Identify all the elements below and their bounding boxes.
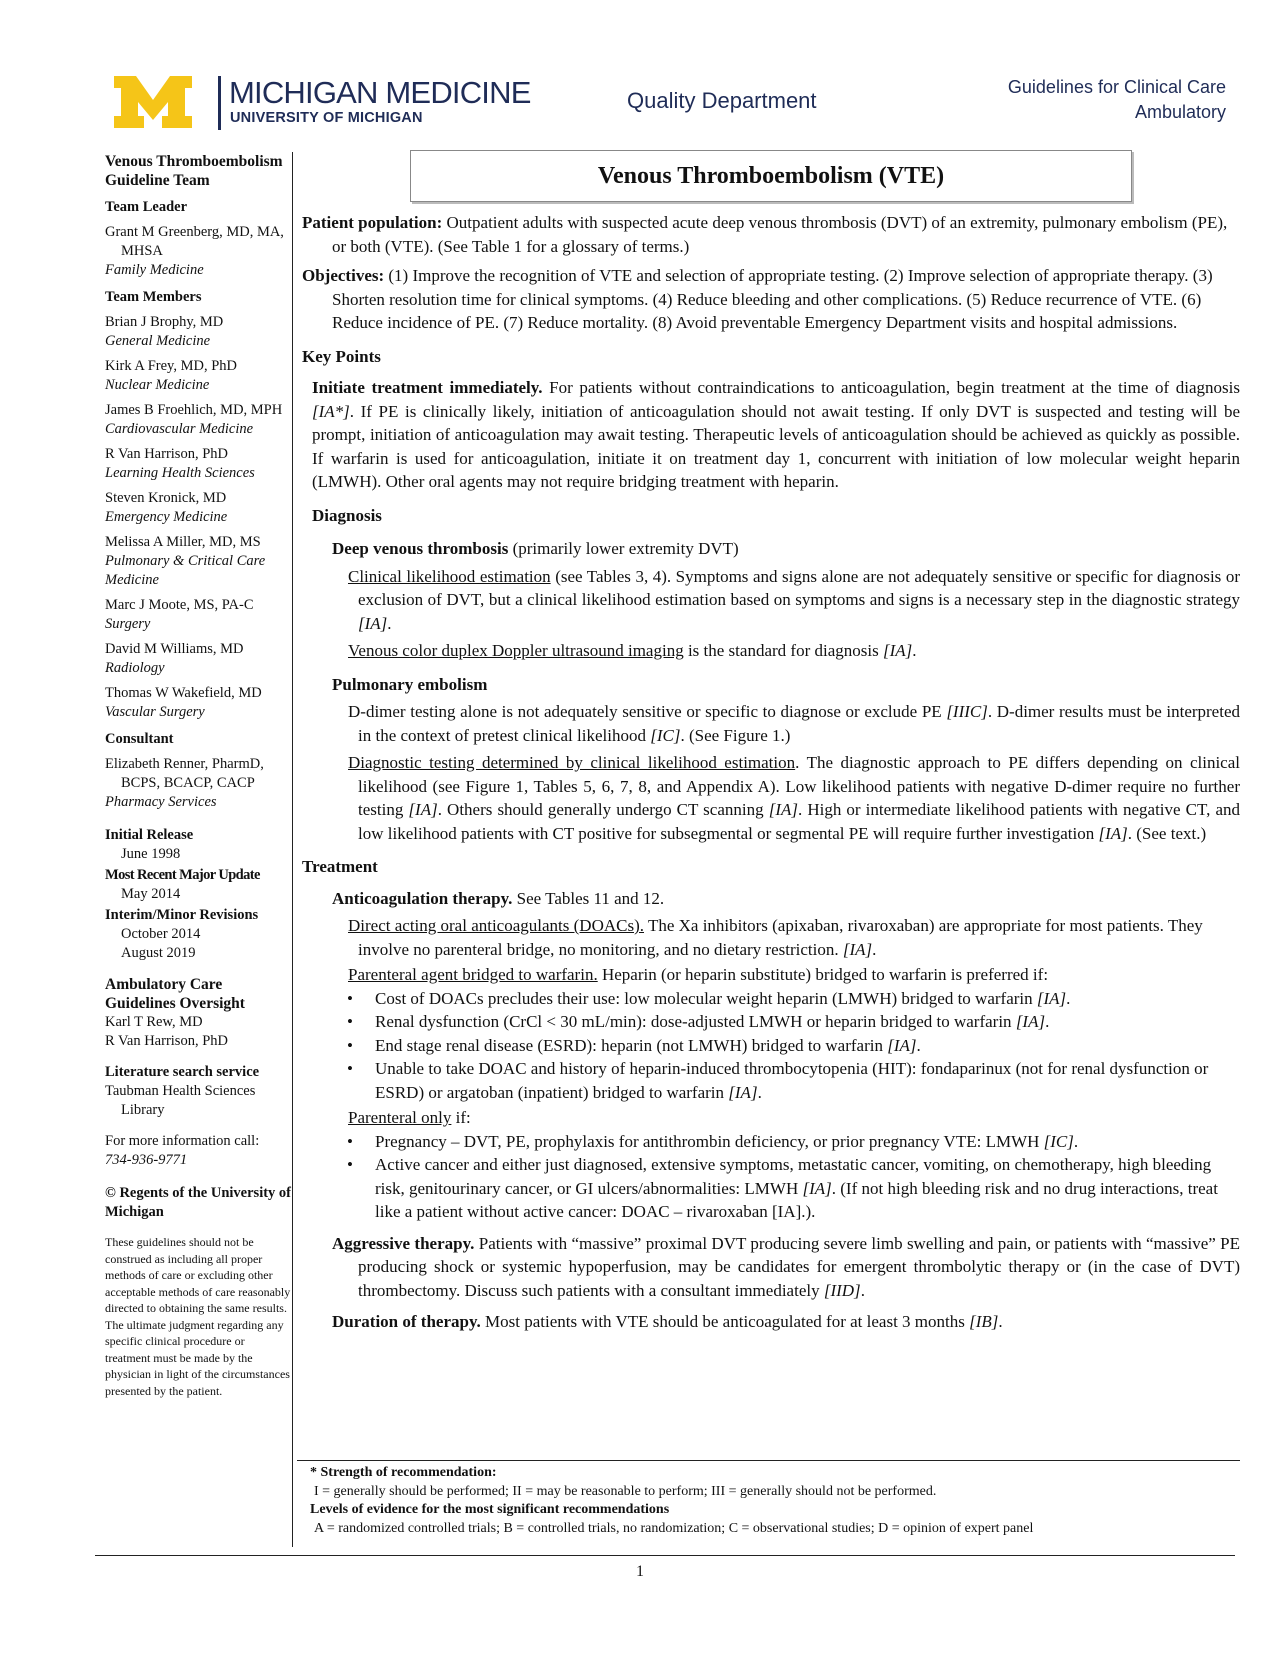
- us-text: is the standard for diagnosis: [683, 641, 883, 660]
- dvt-heading: [302, 537, 1240, 561]
- evidence-ref: [IA]: [408, 800, 438, 819]
- initiate-text: For patients without contraindications to anticoagulation, begin treatment at the time of diagnosis: [542, 378, 1240, 397]
- key-points-heading: Key Points: [302, 346, 381, 366]
- parenteral-only: [302, 1106, 1240, 1130]
- consultant-label: Consultant: [105, 731, 174, 747]
- series-line-1: Guidelines for Clinical Care: [1007, 77, 1226, 97]
- population-text: Outpatient adults with suspected acute deep venous thrombosis (DVT) of an extremity, pulmonary embolism (PE), or both (VTE). (See Table 1 for a glossary of terms.): [332, 213, 1228, 256]
- initiate-text: . If PE is clinically likely, initiation of anticoagulation should not await testing. If only DVT is suspected and testing will be prompt, initiation of anticoagulation may await testing. Therapeutic levels of anticoagulation should be achieved as quickly as possible. If warfarin is used for anticoagulation, initiate it on treatment day 1, concurrent with initiation of low molecular weight heparin (LMWH). Other oral agents may not require bridging treatment with heparin.: [312, 401, 1240, 491]
- evidence-ref: [IA]: [358, 613, 388, 633]
- evidence-ref: [IA]: [887, 1035, 917, 1055]
- evidence-ref: [IA]: [728, 1082, 758, 1102]
- department-label: Quality Department: [627, 88, 817, 113]
- initiate-treatment: [302, 376, 1240, 494]
- ultrasound: Venous color duplex Doppler ultrasound imaging is the standard for diagnosis [IA].: [348, 641, 917, 660]
- disclaimer: These guidelines should not be construed as including all proper methods of care or excluding other acceptable methods of care reasonably directed to obtaining the same results. The ultimate judgment regarding any specific clinical procedure or treatment must be made by the physician in light of the circumstances presented by the patient.: [105, 1235, 291, 1398]
- objectives-label: Objectives:: [302, 266, 385, 285]
- doac-label: Direct acting oral anticoagulants (DOACs).: [348, 916, 644, 935]
- footnote: [310, 1464, 1235, 1538]
- population-label: Patient population:: [302, 213, 443, 232]
- levels-text: A = randomized controlled trials; B = controlled trials, no randomization; C = observational studies; D = opinion of expert panel: [314, 1520, 1034, 1536]
- document-title: Venous Thromboembolism (VTE): [410, 150, 1132, 202]
- pe-heading: Pulmonary embolism: [332, 674, 488, 694]
- evidence-ref: [IA]: [1015, 1012, 1046, 1031]
- team-member: [105, 596, 291, 634]
- team-member: [105, 533, 291, 590]
- evidence-ref: [IA]: [1036, 988, 1067, 1008]
- dur-text: Most patients with VTE should be anticoagulated for at least 3 months: [480, 1312, 970, 1331]
- item-tail: .: [757, 1082, 762, 1102]
- us-label: Venous color duplex Doppler ultrasound imaging: [348, 641, 684, 660]
- series-line-2: Ambulatory: [1134, 102, 1226, 122]
- oversight-member: Karl T Rew, MD: [105, 1014, 203, 1030]
- item-tail: .: [1073, 1131, 1079, 1151]
- revision-date: October 2014: [121, 926, 201, 942]
- pbw-text: Heparin (or heparin substitute) bridged to warfarin is preferred if:: [597, 965, 1049, 984]
- dt-text: . High or intermediate likelihood patients with negative CT, and low likelihood patients with CT positive for subsegmental or segmental PE will require further investigation: [358, 800, 1240, 843]
- page-number: 1: [636, 1563, 644, 1580]
- person-dept: Pharmacy Services: [105, 794, 217, 810]
- person-dept: Emergency Medicine: [105, 509, 228, 525]
- sidebar: [105, 152, 291, 1399]
- team-member: [105, 357, 291, 395]
- brand-title: MICHIGAN MEDICINE: [229, 75, 531, 110]
- aggr-label: Aggressive therapy.: [332, 1233, 475, 1253]
- item-text: Pregnancy – DVT, PE, prophylaxis for antithrombin deficiency, or prior pregnancy VTE: LMWH: [375, 1131, 1044, 1151]
- doac: Direct acting oral anticoagulants (DOACs). The Xa inhibitors (apixaban, rivaroxaban) are appropriate for most patients. They involve no parenteral bridge, no monitoring, and no dietary restriction. [IA].: [348, 916, 1203, 959]
- evidence-ref: [IC]: [1043, 1131, 1074, 1151]
- initial-release-label: Initial Release: [105, 827, 194, 843]
- info-label: For more information call:: [105, 1133, 260, 1149]
- item-tail: .: [1045, 1012, 1050, 1031]
- main-content: [302, 211, 1240, 1334]
- brand-subtitle: UNIVERSITY OF MICHIGAN: [230, 110, 423, 126]
- po-label: Parenteral only: [348, 1108, 452, 1127]
- page-bottom-rule: [95, 1555, 1235, 1556]
- person-name: David M Williams, MD: [105, 641, 244, 657]
- strength-text: I = generally should be performed; II = may be reasonable to perform; III = generally should not be performed.: [314, 1483, 937, 1499]
- evidence-ref: [IA]: [768, 800, 798, 819]
- list-item: [375, 987, 1240, 1011]
- cle-text: (see Tables 3, 4). Symptoms and signs alone are not adequately sensitive or specific for diagnosis or exclusion of DVT, but a clinical likelihood estimation based on symptoms and signs is a necessary step in the diagnostic strategy: [358, 566, 1240, 609]
- revision-date: August 2019: [121, 945, 196, 961]
- item-tail: .: [916, 1035, 921, 1055]
- aggressive-therapy: Aggressive therapy. Patients with “massive” proximal DVT producing severe limb swelling and pain, or patients with “massive” PE producing shock or systemic hypoperfusion, may be candidates for emergent thrombolytic therapy or (in the case of DVT) thrombectomy. Discuss such patients with a consultant immediately [IID].: [332, 1233, 1240, 1300]
- oversight-member: R Van Harrison, PhD: [105, 1033, 228, 1049]
- list-item: [375, 1130, 1240, 1154]
- evidence-ref: [IA*]: [312, 401, 350, 421]
- initiate-label: Initiate treatment immediately.: [312, 378, 543, 397]
- team-heading: Venous Thromboembolism Guideline Team: [105, 153, 283, 189]
- person-name: Thomas W Wakefield, MD: [105, 685, 262, 701]
- doac-text: The Xa inhibitors (apixaban, rivaroxaban) are appropriate for most patients. They involve no parenteral bridge, no monitoring, and no dietary restriction.: [358, 916, 1203, 959]
- person-name: Grant M Greenberg, MD, MA, MHSA: [105, 224, 284, 259]
- logo-divider: [218, 76, 221, 130]
- evidence-ref: [IIIC]: [946, 702, 988, 721]
- list-item: [375, 1034, 1240, 1058]
- evidence-ref: [IB]: [969, 1312, 999, 1331]
- column-divider: [292, 152, 293, 1547]
- person-name: James B Froehlich, MD, MPH: [105, 402, 283, 418]
- evidence-ref: [IA]: [802, 1178, 832, 1198]
- revisions-label: Interim/Minor Revisions: [105, 907, 259, 923]
- team-member: [105, 489, 291, 527]
- evidence-ref: [IC]: [650, 725, 681, 745]
- aggr-text: Patients with “massive” proximal DVT producing severe limb swelling and pain, or patients with “massive” PE producing shock or systemic hypoperfusion, may be candidates for emergent thrombolytic therapy or (in the case of DVT) thrombectomy. Discuss such patients with a consultant immediately: [358, 1233, 1240, 1300]
- dvt-note: (primarily lower extremity DVT): [508, 539, 739, 558]
- team-member: [105, 684, 291, 722]
- lit-search-label: Literature search service: [105, 1064, 260, 1080]
- diagnosis-heading: Diagnosis: [312, 505, 382, 525]
- list-item: [375, 1153, 1240, 1224]
- item-text: Unable to take DOAC and history of heparin-induced thrombocytopenia (HIT): fondaparinux (not for renal dysfunction or ESRD) or argatoban (inpatient) bridged to warfarin: [375, 1059, 1209, 1102]
- dt-label: Diagnostic testing determined by clinical likelihood estimation: [348, 753, 796, 772]
- guideline-series: [1008, 75, 1226, 125]
- objectives-text: (1) Improve the recognition of VTE and selection of appropriate testing. (2) Improve selection of appropriate therapy. (3) Shorten resolution time for clinical symptoms. (4) Reduce bleeding and other complications. (5) Reduce recurrence of VTE. (6) Reduce incidence of PE. (7) Reduce mortality. (8) Avoid preventable Emergency Department visits and hospital admissions.: [332, 266, 1213, 332]
- evidence-ref: [IID]: [823, 1280, 861, 1300]
- info-phone: 734-936-9771: [105, 1152, 188, 1168]
- ddimer: [302, 700, 1240, 747]
- members-label: Team Members: [105, 289, 202, 305]
- bridged-list: [302, 987, 1240, 1105]
- evidence-ref: [IA]: [882, 641, 913, 660]
- leader-label: Team Leader: [105, 199, 188, 215]
- major-update-label: Most Recent Major Update: [105, 867, 260, 883]
- person-name: R Van Harrison, PhD: [105, 446, 228, 462]
- list-item: [375, 1010, 1240, 1034]
- item-tail: . (If not high bleeding risk and no drug interactions, treat like a patient without active cancer: DOAC – rivaroxaban [IA].).: [375, 1178, 1218, 1221]
- ddimer-text: D-dimer testing alone is not adequately sensitive or specific to diagnose or exclude PE: [348, 702, 947, 721]
- dt-text: . (See text.): [1127, 823, 1207, 843]
- anticoagulation-heading: [302, 887, 1240, 911]
- lit-search-value: Taubman Health Sciences Library: [105, 1083, 256, 1118]
- treatment-heading: Treatment: [302, 857, 378, 876]
- person-dept: Cardiovascular Medicine: [105, 421, 254, 437]
- person-dept: Vascular Surgery: [105, 704, 205, 720]
- person-name: Brian J Brophy, MD: [105, 314, 224, 330]
- major-update-date: May 2014: [121, 886, 181, 902]
- ddimer-text: . D-dimer results must be interpreted in the context of pretest clinical likelihood: [358, 702, 1240, 745]
- team-leader: [105, 223, 291, 280]
- person-name: Elizabeth Renner, PharmD, BCPS, BCACP, CACP: [105, 756, 264, 791]
- copyright: © Regents of the University of Michigan: [105, 1185, 292, 1220]
- diagnostic-testing: [302, 751, 1240, 845]
- oversight-label: Ambulatory Care Guidelines Oversight: [105, 976, 245, 1012]
- clinical-likelihood: Clinical likelihood estimation (see Tables 3, 4). Symptoms and signs alone are not adequately sensitive or specific for diagnosis or exclusion of DVT, but a clinical likelihood estimation based on symptoms and signs is a necessary step in the diagnostic strategy [IA].: [348, 566, 1240, 633]
- person-dept: Nuclear Medicine: [105, 377, 210, 393]
- patient-population: [302, 211, 1240, 258]
- person-dept: Surgery: [105, 616, 151, 632]
- person-dept: Family Medicine: [105, 262, 204, 278]
- consultant: [105, 755, 291, 812]
- person-name: Steven Kronick, MD: [105, 490, 227, 506]
- person-name: Melissa A Miller, MD, MS: [105, 534, 261, 550]
- parenteral-bridged: [302, 963, 1240, 987]
- levels-label: Levels of evidence for the most significant recommendations: [310, 1502, 670, 1517]
- list-item: [375, 1057, 1240, 1104]
- team-member: [105, 313, 291, 351]
- item-text: Renal dysfunction (CrCl < 30 mL/min): dose-adjusted LMWH or heparin bridged to warfarin: [375, 1012, 1016, 1031]
- footnote-rule: [297, 1460, 1240, 1461]
- ac-label: Anticoagulation therapy.: [332, 888, 513, 908]
- dur-label: Duration of therapy.: [332, 1312, 481, 1331]
- po-text: if:: [451, 1108, 471, 1127]
- person-dept: Pulmonary & Critical Care Medicine: [105, 553, 266, 588]
- ddimer-text: . (See Figure 1.): [680, 725, 791, 745]
- cle-label: Clinical likelihood estimation: [348, 566, 551, 586]
- person-dept: Learning Health Sciences: [105, 465, 255, 481]
- item-text: Cost of DOACs precludes their use: low molecular weight heparin (LMWH) bridged to warfarin: [375, 988, 1037, 1008]
- team-member: [105, 640, 291, 678]
- evidence-ref: [IA]: [842, 939, 873, 959]
- dt-text: . The diagnostic approach to PE differs depending on clinical likelihood (see Figure 1, Tables 5, 6, 7, 8, and Appendix A). Low likelihood patients with negative D-dimer require no further testing: [358, 753, 1240, 819]
- dt-text: . Others should generally undergo CT scanning: [437, 800, 769, 819]
- person-dept: Radiology: [105, 660, 165, 676]
- team-member: [105, 445, 291, 483]
- item-text: End stage renal disease (ESRD): heparin (not LMWH) bridged to warfarin: [375, 1035, 888, 1055]
- item-tail: .: [1066, 988, 1071, 1008]
- parenteral-only-list: [302, 1130, 1240, 1224]
- evidence-ref: [IA]: [1098, 823, 1128, 843]
- person-name: Marc J Moote, MS, PA-C: [105, 597, 254, 613]
- team-member: [105, 401, 291, 439]
- dvt-label: Deep venous thrombosis: [332, 539, 509, 558]
- strength-label: * Strength of recommendation:: [310, 1465, 497, 1480]
- block-m-logo: [112, 74, 194, 130]
- initial-release-date: June 1998: [121, 846, 181, 862]
- person-name: Kirk A Frey, MD, PhD: [105, 358, 237, 374]
- ac-text: See Tables 11 and 12.: [512, 888, 665, 908]
- duration-therapy: Duration of therapy. Most patients with VTE should be anticoagulated for at least 3 months [IB].: [332, 1312, 1003, 1331]
- item-text: Active cancer and either just diagnosed, extensive symptoms, metastatic cancer, vomiting, on chemotherapy, high bleeding risk, genitourinary cancer, or GI ulcers/abnormalities: LMWH: [375, 1155, 1212, 1198]
- pbw-label: Parenteral agent bridged to warfarin.: [348, 965, 598, 984]
- objectives: [302, 264, 1240, 335]
- person-dept: General Medicine: [105, 333, 211, 349]
